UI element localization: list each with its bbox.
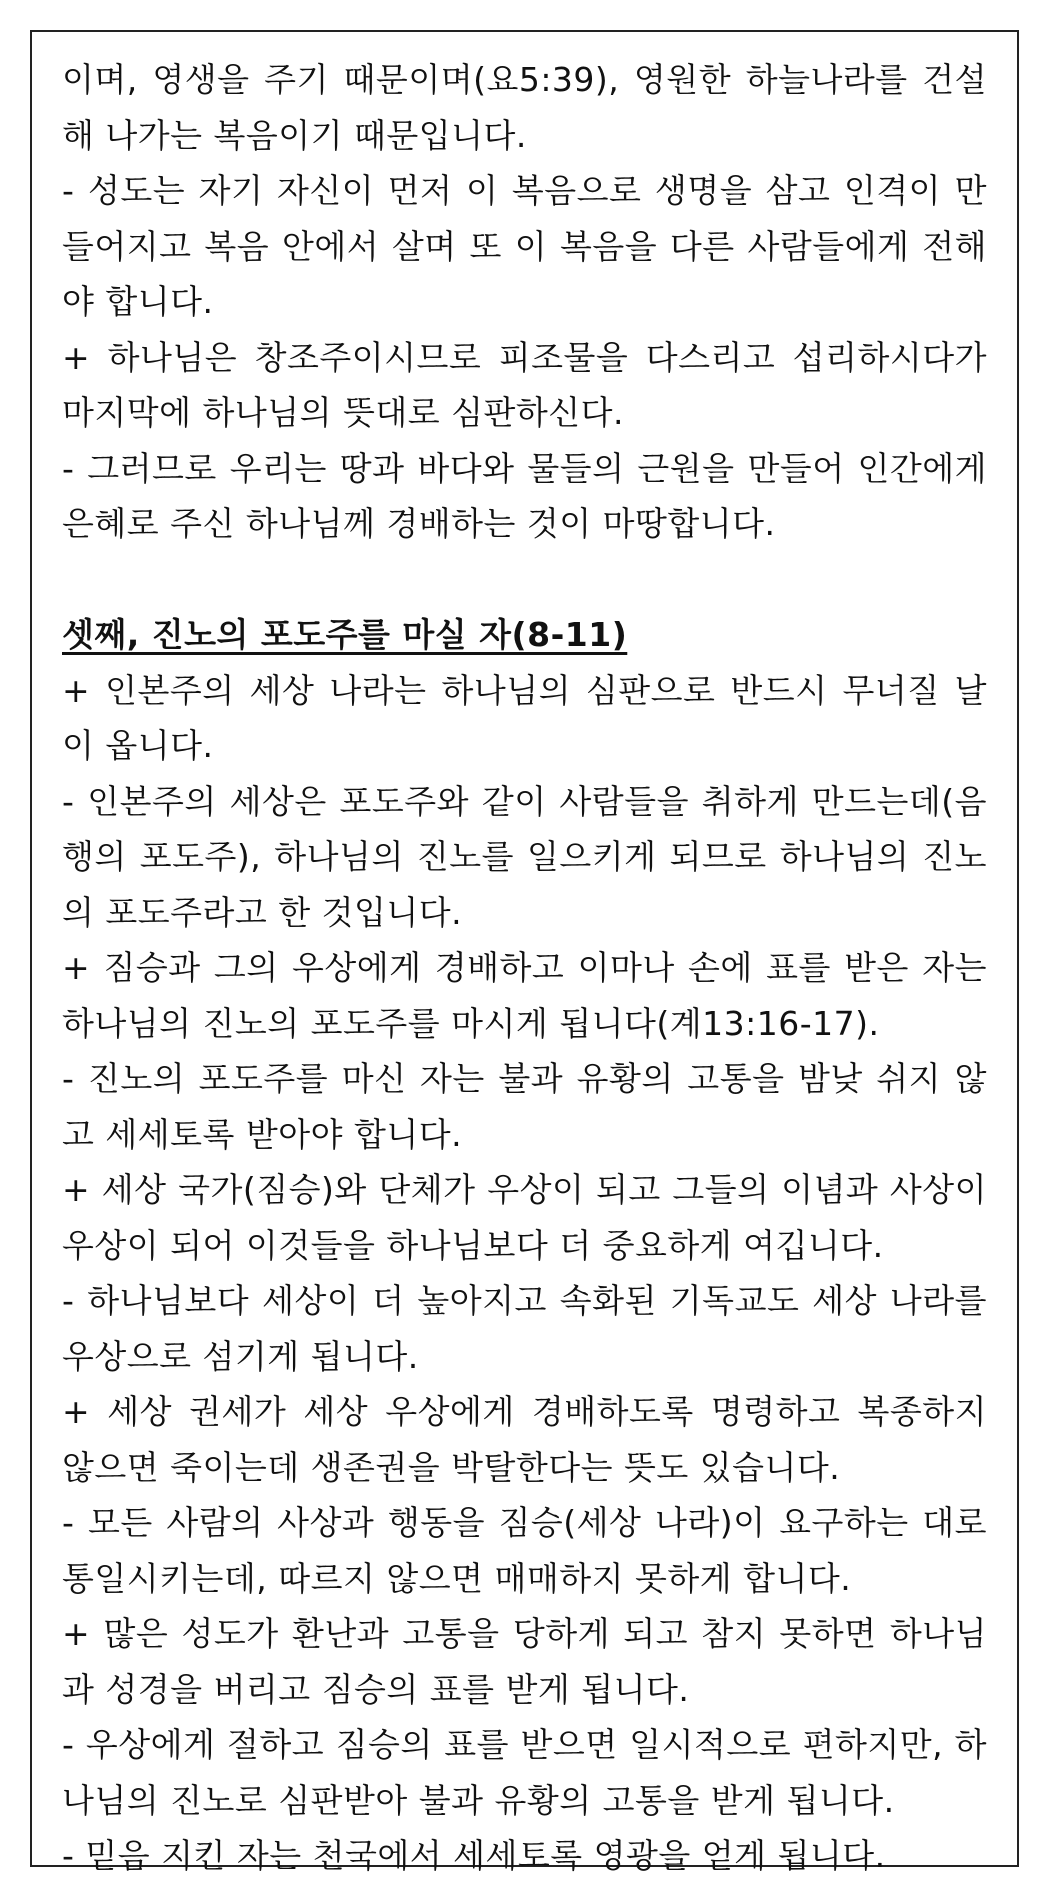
paragraph: - 믿음 지킨 자는 천국에서 세세토록 영광을 얻게 됩니다. xyxy=(62,1836,886,1875)
blank-line xyxy=(62,552,987,608)
paragraph: + 세상 국가(짐승)와 단체가 우상이 되고 그들의 이념과 사상이 우상이 되어 이것들을 하나님보다 더 중요하게 여깁니다. xyxy=(62,1170,987,1265)
paragraph: + 짐승과 그의 우상에게 경배하고 이마나 손에 표를 받은 자는 하나님의 진노의 포도주를 마시게 됩니다(계13:16-17). xyxy=(62,948,987,1043)
paragraph: - 우상에게 절하고 짐승의 표를 받으면 일시적으로 편하지만, 하나님의 진노로 심판받아 불과 유황의 고통을 받게 됩니다. xyxy=(62,1725,987,1820)
paragraph: + 세상 권세가 세상 우상에게 경배하도록 명령하고 복종하지 않으면 죽이는데 생존권을 박탈한다는 뜻도 있습니다. xyxy=(62,1392,987,1487)
paragraph: - 그러므로 우리는 땅과 바다와 물들의 근원을 만들어 인간에게 은혜로 주신 하나님께 경배하는 것이 마땅합니다. xyxy=(62,448,987,543)
paragraph: 이며, 영생을 주기 때문이며(요5:39), 영원한 하늘나라를 건설해 나가는 복음이기 때문입니다. xyxy=(62,60,987,155)
paragraph: + 많은 성도가 환난과 고통을 당하게 되고 참지 못하면 하나님과 성경을 버리고 짐승의 표를 받게 됩니다. xyxy=(62,1614,987,1709)
paragraph: - 성도는 자기 자신이 먼저 이 복음으로 생명을 삼고 인격이 만들어지고 복음 안에서 살며 또 이 복음을 다른 사람들에게 전해야 합니다. xyxy=(62,171,987,321)
document-frame xyxy=(30,30,1019,1875)
paragraph: - 모든 사람의 사상과 행동을 짐승(세상 나라)이 요구하는 대로 통일시키는데, 따르지 않으면 매매하지 못하게 합니다. xyxy=(62,1503,987,1598)
paragraph: + 하나님은 창조주이시므로 피조물을 다스리고 섭리하시다가 마지막에 하나님의 뜻대로 심판하신다. xyxy=(62,337,987,432)
document-body xyxy=(62,52,987,1884)
paragraph: - 하나님보다 세상이 더 높아지고 속화된 기독교도 세상 나라를 우상으로 섬기게 됩니다. xyxy=(62,1281,987,1376)
section-heading: 셋째, 진노의 포도주를 마실 자(8-11) xyxy=(62,615,628,654)
paragraph: - 인본주의 세상은 포도주와 같이 사람들을 취하게 만드는데(음행의 포도주), 하나님의 진노를 일으키게 되므로 하나님의 진노의 포도주라고 한 것입니다. xyxy=(62,781,987,932)
paragraph: + 인본주의 세상 나라는 하나님의 심판으로 반드시 무너질 날이 옵니다. xyxy=(62,670,987,765)
paragraph: - 진노의 포도주를 마신 자는 불과 유황의 고통을 밤낮 쉬지 않고 세세토록 받아야 합니다. xyxy=(62,1059,987,1154)
